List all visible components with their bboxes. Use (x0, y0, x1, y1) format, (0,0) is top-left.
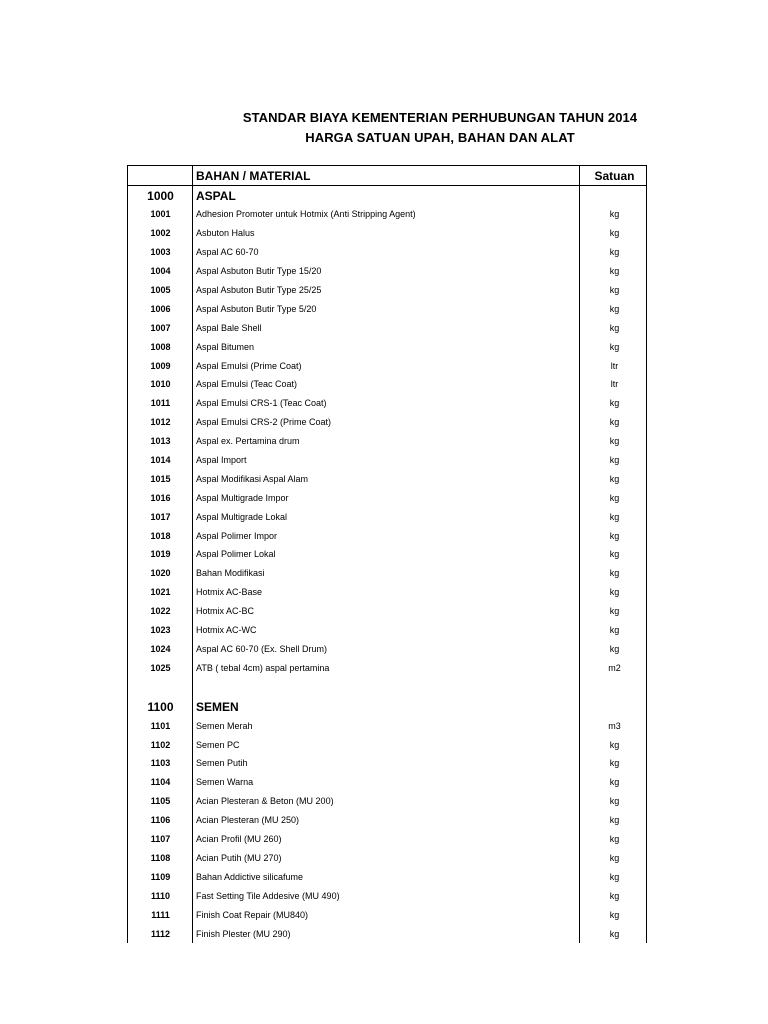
table-row (128, 639, 646, 658)
table-row (128, 299, 646, 318)
document-title: STANDAR BIAYA KEMENTERIAN PERHUBUNGAN TAHUN 2014 (242, 110, 638, 125)
item-unit: kg (609, 341, 620, 352)
table-row (128, 469, 646, 488)
item-name: Semen PC (196, 739, 240, 750)
item-unit: kg (609, 436, 620, 447)
table-row (128, 867, 646, 886)
item-unit: m3 (608, 720, 621, 731)
item-unit: kg (609, 815, 620, 826)
item-name: Finish Coat Repair (MU840) (196, 909, 309, 920)
item-unit: kg (609, 796, 620, 807)
item-code: 1022 (150, 606, 171, 617)
item-name: Aspal Asbuton Butir Type 25/25 (196, 285, 322, 295)
item-code: 1101 (150, 720, 171, 731)
item-name: Aspal Bale Shell (196, 322, 262, 333)
item-code: 1025 (150, 662, 171, 673)
table-row (128, 413, 646, 432)
item-unit: kg (609, 303, 620, 314)
item-code: 1006 (150, 303, 171, 314)
item-name: Fast Setting Tile Addesive (MU 490) (196, 890, 340, 901)
item-unit: kg (609, 625, 620, 636)
table-row (128, 205, 646, 224)
table-row (128, 507, 646, 526)
table-body (128, 186, 646, 943)
item-code: 1004 (150, 266, 171, 277)
table-row (128, 754, 646, 773)
item-code: 1007 (150, 322, 171, 333)
item-code: 1002 (150, 228, 171, 239)
item-name: Aspal Asbuton Butir Type 5/20 (196, 303, 317, 314)
group-row (128, 186, 646, 205)
table-row (128, 658, 646, 677)
item-unit: kg (609, 247, 620, 258)
table-row (128, 545, 646, 564)
item-name: Finish Plester (MU 290) (196, 928, 291, 939)
item-unit: kg (609, 322, 620, 333)
item-name: Aspal AC 60-70 (196, 247, 259, 258)
item-unit: kg (609, 455, 620, 466)
group-row (128, 697, 646, 716)
table-row (128, 905, 646, 924)
item-code: 1005 (150, 285, 171, 295)
table-row (128, 564, 646, 583)
item-code: 1107 (150, 834, 171, 845)
item-code: 1008 (150, 341, 171, 352)
item-unit: kg (609, 492, 620, 503)
item-name: Aspal Modifikasi Aspal Alam (196, 473, 309, 484)
item-unit: kg (609, 285, 620, 295)
table-row (128, 451, 646, 470)
item-code: 1020 (150, 568, 171, 579)
item-unit: kg (609, 549, 620, 560)
table-row (128, 356, 646, 375)
table-row (128, 488, 646, 507)
item-name: Acian Plesteran (MU 250) (196, 815, 300, 826)
item-name: Aspal Multigrade Impor (196, 492, 289, 503)
item-name: Hotmix AC-BC (196, 606, 255, 617)
spacer-row (128, 677, 646, 697)
item-name: Adhesion Promoter untuk Hotmix (Anti Stripping Agent) (196, 209, 416, 220)
item-code: 1012 (150, 417, 171, 428)
item-unit: kg (609, 643, 620, 654)
item-name: Aspal Emulsi (Teac Coat) (196, 379, 298, 390)
item-name: Aspal Emulsi CRS-1 (Teac Coat) (196, 398, 327, 409)
item-code: 1001 (150, 209, 171, 220)
item-code: 1110 (150, 890, 171, 901)
table-header (128, 166, 646, 186)
item-name: Semen Warna (196, 777, 254, 788)
item-name: Bahan Modifikasi (196, 568, 265, 579)
item-unit: kg (609, 587, 620, 598)
group-name: ASPAL (196, 188, 236, 203)
table-row (128, 394, 646, 413)
table-row (128, 735, 646, 754)
item-code: 1021 (150, 587, 171, 598)
item-name: Hotmix AC-Base (196, 587, 263, 598)
group-code: 1000 (147, 188, 174, 203)
item-unit: ltr (610, 379, 619, 390)
item-unit: kg (609, 606, 620, 617)
item-name: Aspal Bitumen (196, 341, 255, 352)
item-unit: kg (609, 209, 620, 220)
item-code: 1112 (150, 928, 171, 939)
item-code: 1015 (150, 473, 171, 484)
item-unit: kg (609, 473, 620, 484)
table-row (128, 281, 646, 300)
item-code: 1019 (150, 549, 171, 560)
item-code: 1106 (150, 815, 171, 826)
table-row (128, 224, 646, 243)
item-unit: kg (609, 511, 620, 522)
table-row (128, 318, 646, 337)
item-name: Hotmix AC-WC (196, 625, 257, 636)
item-name: Aspal Polimer Lokal (196, 549, 276, 560)
item-unit: kg (609, 398, 620, 409)
item-code: 1003 (150, 247, 171, 258)
item-code: 1016 (150, 492, 171, 503)
item-code: 1013 (150, 436, 171, 447)
item-name: Aspal Emulsi (Prime Coat) (196, 360, 302, 371)
table-row (128, 526, 646, 545)
item-code: 1102 (150, 739, 171, 750)
table-row (128, 811, 646, 830)
table-row (128, 886, 646, 905)
item-unit: kg (609, 758, 620, 769)
item-name: Aspal Asbuton Butir Type 15/20 (196, 266, 322, 277)
table-row (128, 432, 646, 451)
item-unit: kg (609, 530, 620, 541)
item-name: ATB ( tebal 4cm) aspal pertamina (196, 662, 330, 673)
table-row (128, 243, 646, 262)
item-unit: kg (609, 417, 620, 428)
group-name: SEMEN (196, 699, 239, 714)
table-row (128, 621, 646, 640)
item-name: Aspal AC 60-70 (Ex. Shell Drum) (196, 643, 328, 654)
table-row (128, 583, 646, 602)
item-code: 1011 (150, 398, 171, 409)
item-code: 1017 (150, 511, 171, 522)
item-unit: kg (609, 568, 620, 579)
table-row (128, 375, 646, 394)
item-unit: ltr (610, 360, 619, 371)
item-code: 1103 (150, 758, 171, 769)
item-unit: kg (609, 266, 620, 277)
item-code: 1018 (150, 530, 171, 541)
item-code: 1111 (151, 909, 170, 920)
item-unit: kg (609, 909, 620, 920)
item-code: 1024 (150, 643, 171, 654)
item-name: Bahan Addictive silicafume (196, 871, 304, 882)
header-material: BAHAN / MATERIAL (196, 168, 311, 183)
table-row (128, 337, 646, 356)
table-row (128, 924, 646, 943)
item-name: Semen Putih (196, 758, 248, 769)
item-name: Acian Putih (MU 270) (196, 852, 282, 863)
group-code: 1100 (147, 699, 174, 714)
table-row (128, 830, 646, 849)
item-code: 1023 (150, 625, 171, 636)
document-subtitle: HARGA SATUAN UPAH, BAHAN DAN ALAT (305, 130, 575, 145)
item-unit: kg (609, 834, 620, 845)
table-row (128, 849, 646, 868)
table-row (128, 602, 646, 621)
item-code: 1108 (150, 852, 171, 863)
table-row (128, 792, 646, 811)
item-unit: kg (609, 777, 620, 788)
item-code: 1010 (150, 379, 171, 390)
header-unit: Satuan (594, 168, 635, 183)
item-name: Aspal ex. Pertamina drum (196, 436, 300, 447)
item-name: Acian Profil (MU 260) (196, 834, 282, 845)
item-code: 1009 (150, 360, 171, 371)
item-code: 1105 (150, 796, 171, 807)
item-unit: kg (609, 928, 620, 939)
table-row (128, 716, 646, 735)
item-name: Aspal Import (196, 455, 247, 466)
item-name: Acian Plesteran & Beton (MU 200) (196, 796, 334, 807)
item-name: Aspal Emulsi CRS-2 (Prime Coat) (196, 417, 332, 428)
table-row (128, 262, 646, 281)
item-name: Semen Merah (196, 720, 253, 731)
item-name: Aspal Multigrade Lokal (196, 511, 288, 522)
item-unit: m2 (608, 662, 621, 673)
table-row (128, 773, 646, 792)
item-name: Asbuton Halus (196, 228, 255, 239)
item-name: Aspal Polimer Impor (196, 530, 278, 541)
item-code: 1109 (150, 871, 171, 882)
material-table (127, 165, 647, 943)
item-unit: kg (609, 871, 620, 882)
item-unit: kg (609, 890, 620, 901)
item-unit: kg (609, 852, 620, 863)
item-unit: kg (609, 228, 620, 239)
item-code: 1014 (150, 455, 171, 466)
item-code: 1104 (150, 777, 171, 788)
item-unit: kg (609, 739, 620, 750)
